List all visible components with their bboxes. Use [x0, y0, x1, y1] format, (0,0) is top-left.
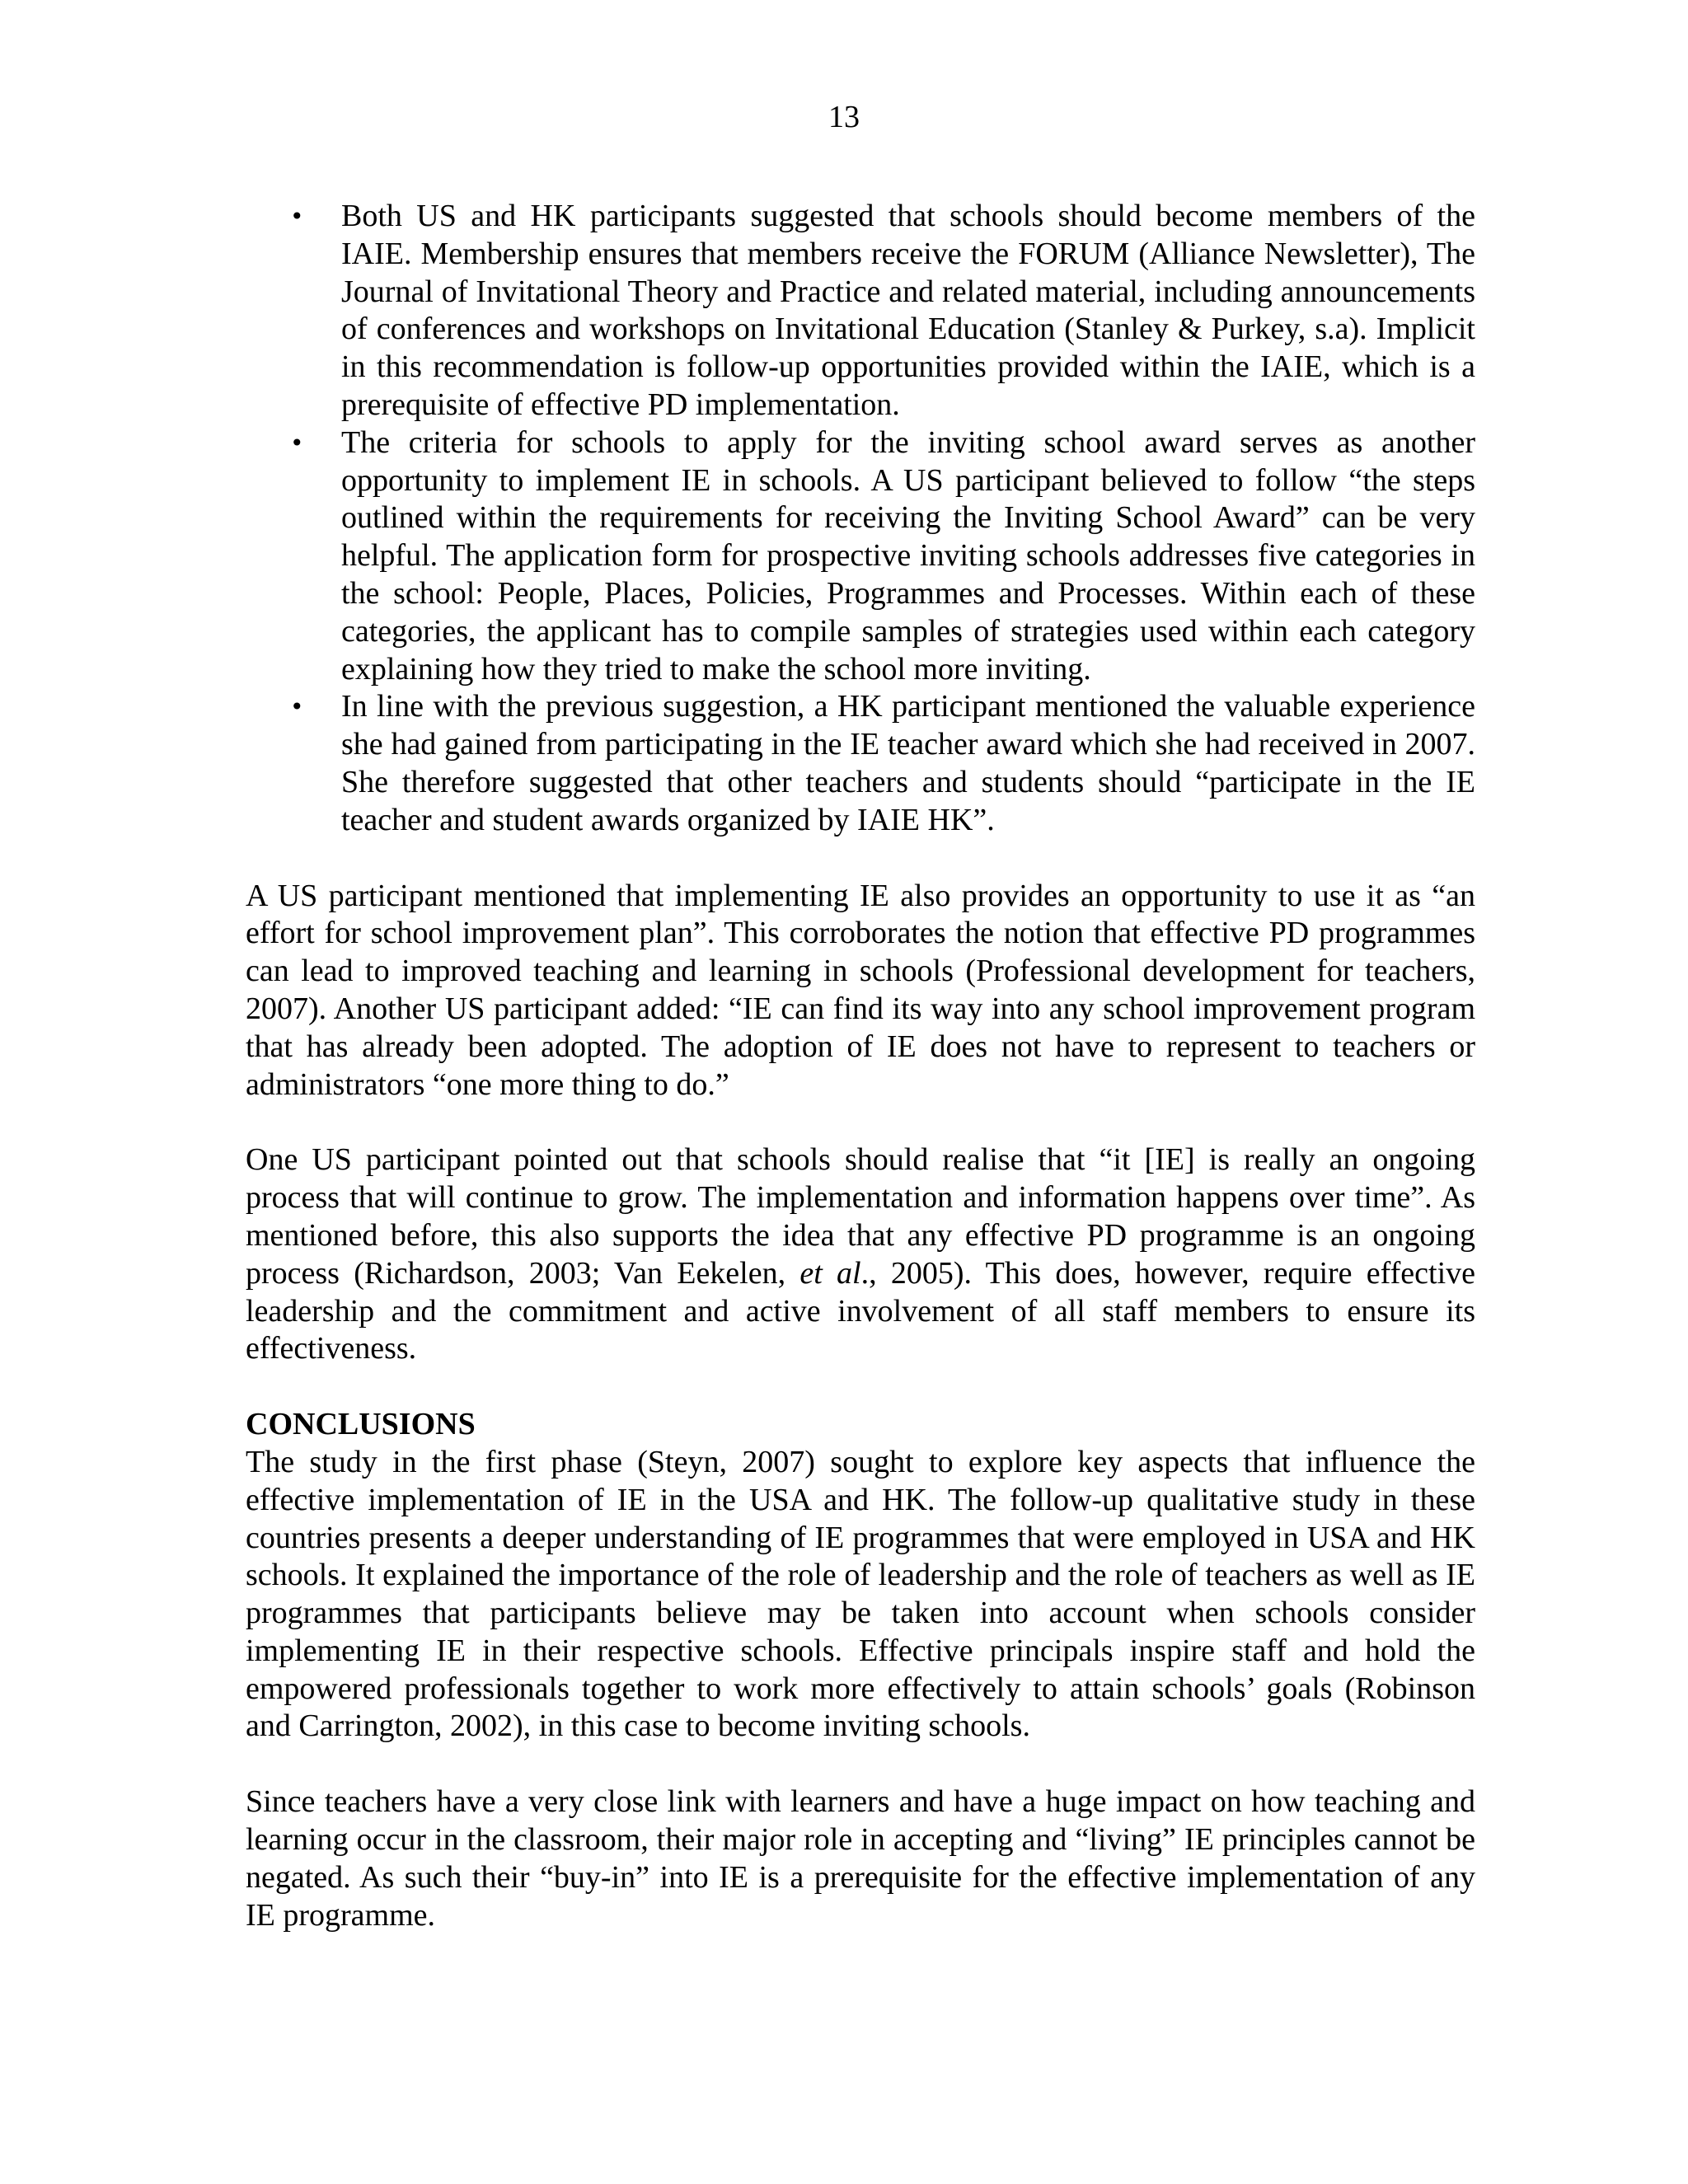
paragraph-text: One US participant pointed out that schools should realise that “it [IE] is really an ongoing process that will continue to grow. The implementation and information happens over time”. As mentioned before, this also supports the idea that any effective PD programme is an ongoing process (Richardson, 2003; Van Eekelen,: [246, 1142, 1475, 1291]
paragraph-text: ., 2005). This does, however, require effective leadership and the commitment and active involvement of all staff members to ensure its effectiveness.: [246, 1255, 1475, 1366]
bullet-icon: •: [290, 693, 304, 721]
paragraph-teachers-role: Since teachers have a very close link with learners and have a huge impact on how teaching and learning occur in the classroom, their major role in accepting and “living” IE principles cannot be negated. As such their “buy-in” into IE is a prerequisite for the effective implementation of any IE programme.: [246, 1784, 1475, 1933]
section-heading-conclusions: CONCLUSIONS: [246, 1407, 476, 1442]
page-body: [246, 198, 1475, 1934]
list-item: [246, 688, 1475, 839]
paragraph-ongoing-process: [246, 1141, 1475, 1368]
page-number: 13: [828, 100, 860, 134]
citation-italic: et al: [799, 1255, 861, 1291]
list-item: [246, 424, 1475, 689]
paragraph-school-improvement: A US participant mentioned that implementing IE also provides an opportunity to use it as “an effort for school improvement plan”. This corroborates the notion that effective PD programmes can lead to improved teaching and learning in schools (Professional development for teachers, 2007). Another US participant added: “IE can find its way into any school improvement program that has already been adopted. The adoption of IE does not have to represent to teachers or administrators “one more thing to do.”: [246, 878, 1475, 1102]
paragraph-conclusions: The study in the first phase (Steyn, 2007) sought to explore key aspects that influence the effective implementation of IE in the USA and HK. The follow-up qualitative study in these countries presents a deeper understanding of IE programmes that were employed in USA and HK schools. It explained the importance of the role of leadership and the role of teachers as well as IE programmes that participants believe may be taken into account when schools consider implementing IE in their respective schools. Effective principals inspire staff and hold the empowered professionals together to work more effectively to attain schools’ goals (Robinson and Carrington, 2002), in this case to become inviting schools.: [246, 1444, 1475, 1744]
list-item-text: Both US and HK participants suggested that schools should become members of the IAIE. Membership ensures that members receive the FORUM (Alliance Newsletter), The Journal of Invitational Theory and Practice and related material, including announcements of conferences and workshops on Invitational Education (Stanley & Purkey, s.a). Implicit in this recommendation is follow-up opportunities provided within the IAIE, which is a prerequisite of effective PD implementation.: [341, 199, 1475, 422]
list-item: [246, 198, 1475, 424]
bullet-icon: •: [290, 429, 304, 457]
list-item-text: In line with the previous suggestion, a HK participant mentioned the valuable experience she had gained from participating in the IE teacher award which she had received in 2007. She therefore suggested that other teachers and students should “participate in the IE teacher and student awards organized by IAIE HK”.: [341, 689, 1475, 837]
bullet-icon: •: [290, 203, 304, 230]
recommendation-list: [246, 198, 1475, 840]
list-item-text: The criteria for schools to apply for the inviting school award serves as another opportunity to implement IE in schools. A US participant believed to follow “the steps outlined within the requirements for receiving the Inviting School Award” can be very helpful. The application form for prospective inviting schools addresses five categories in the school: People, Places, Policies, Programmes and Processes. Within each of these categories, the applicant has to compile samples of strategies used within each category explaining how they tried to make the school more inviting.: [341, 424, 1475, 687]
